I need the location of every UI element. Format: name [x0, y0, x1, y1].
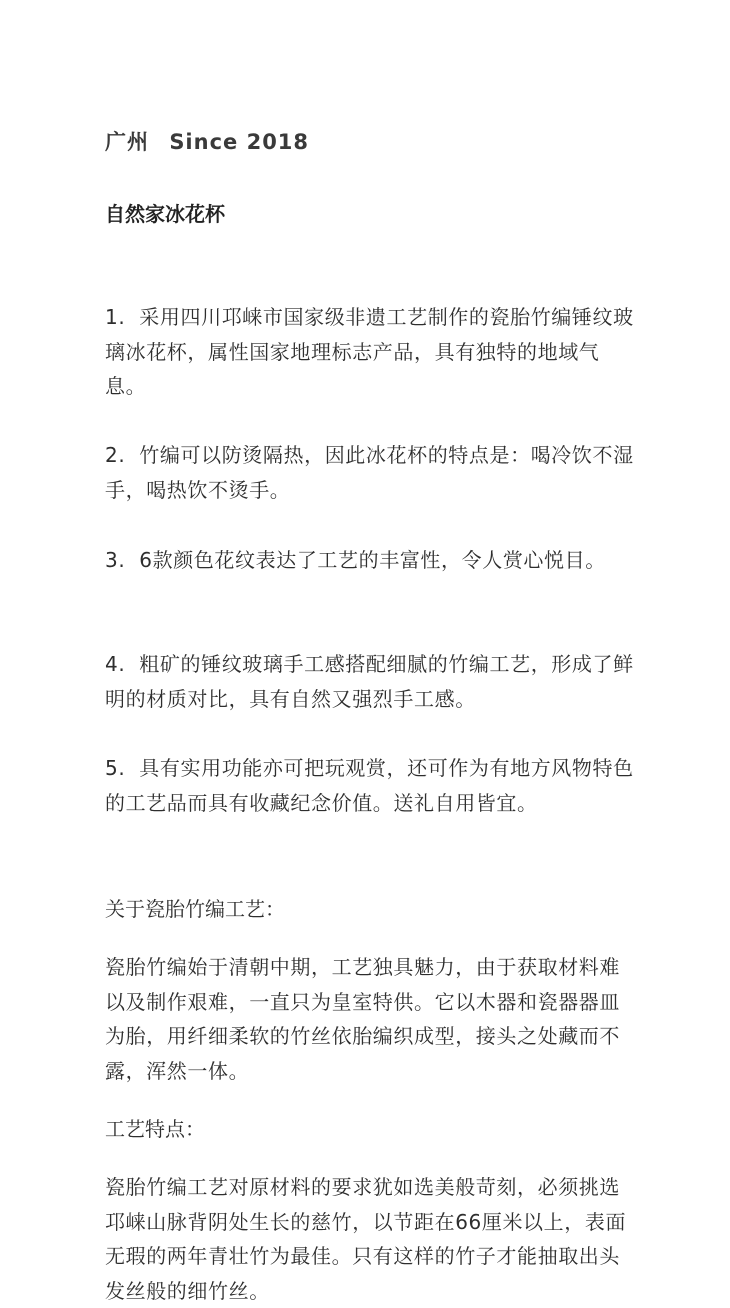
point-1	[105, 300, 635, 404]
brand-line	[105, 126, 309, 156]
point-number: 2.	[105, 443, 126, 467]
point-text: 粗矿的锤纹玻璃手工感搭配细腻的竹编工艺，形成了鲜明的材质对比，具有自然又强烈手工感。	[105, 652, 634, 711]
point-text: 竹编可以防烫隔热，因此冰花杯的特点是：喝冷饮不湿手，喝热饮不烫手。	[105, 443, 634, 502]
product-title: 自然家冰花杯	[105, 202, 225, 226]
brand-since: Since 2018	[169, 130, 310, 154]
point-number: 4.	[105, 652, 126, 676]
point-3	[105, 543, 635, 578]
point-text: 采用四川邛崃市国家级非遗工艺制作的瓷胎竹编锤纹玻璃冰花杯，属性国家地理标志产品，具有独特的地域气息。	[105, 305, 634, 398]
point-number: 1.	[105, 305, 126, 329]
point-2	[105, 438, 635, 507]
features-paragraph: 瓷胎竹编工艺对原材料的要求犹如选美般苛刻，必须挑选邛崃山脉背阴处生长的慈竹，以节距在66厘米以上，表面无瑕的两年青壮竹为最佳。只有这样的竹子才能抽取出头发丝般的细竹丝。	[105, 1175, 627, 1303]
point-text: 6款颜色花纹表达了工艺的丰富性，令人赏心悦目。	[139, 548, 606, 572]
point-number: 5.	[105, 756, 126, 780]
point-text: 具有实用功能亦可把玩观赏，还可作为有地方风物特色的工艺品而具有收藏纪念价值。送礼自用皆宜。	[105, 756, 634, 815]
point-4	[105, 647, 635, 716]
features-heading: 工艺特点：	[105, 1117, 205, 1141]
craft-heading: 关于瓷胎竹编工艺：	[105, 897, 285, 921]
craft-paragraph: 瓷胎竹编始于清朝中期，工艺独具魅力，由于获取材料难以及制作艰难，一直只为皇室特供。它以木器和瓷器器皿为胎，用纤细柔软的竹丝依胎编织成型，接头之处藏而不露，浑然一体。	[105, 955, 620, 1083]
brand-city: 广州	[105, 130, 149, 154]
point-5	[105, 751, 635, 820]
point-number: 3.	[105, 548, 126, 572]
